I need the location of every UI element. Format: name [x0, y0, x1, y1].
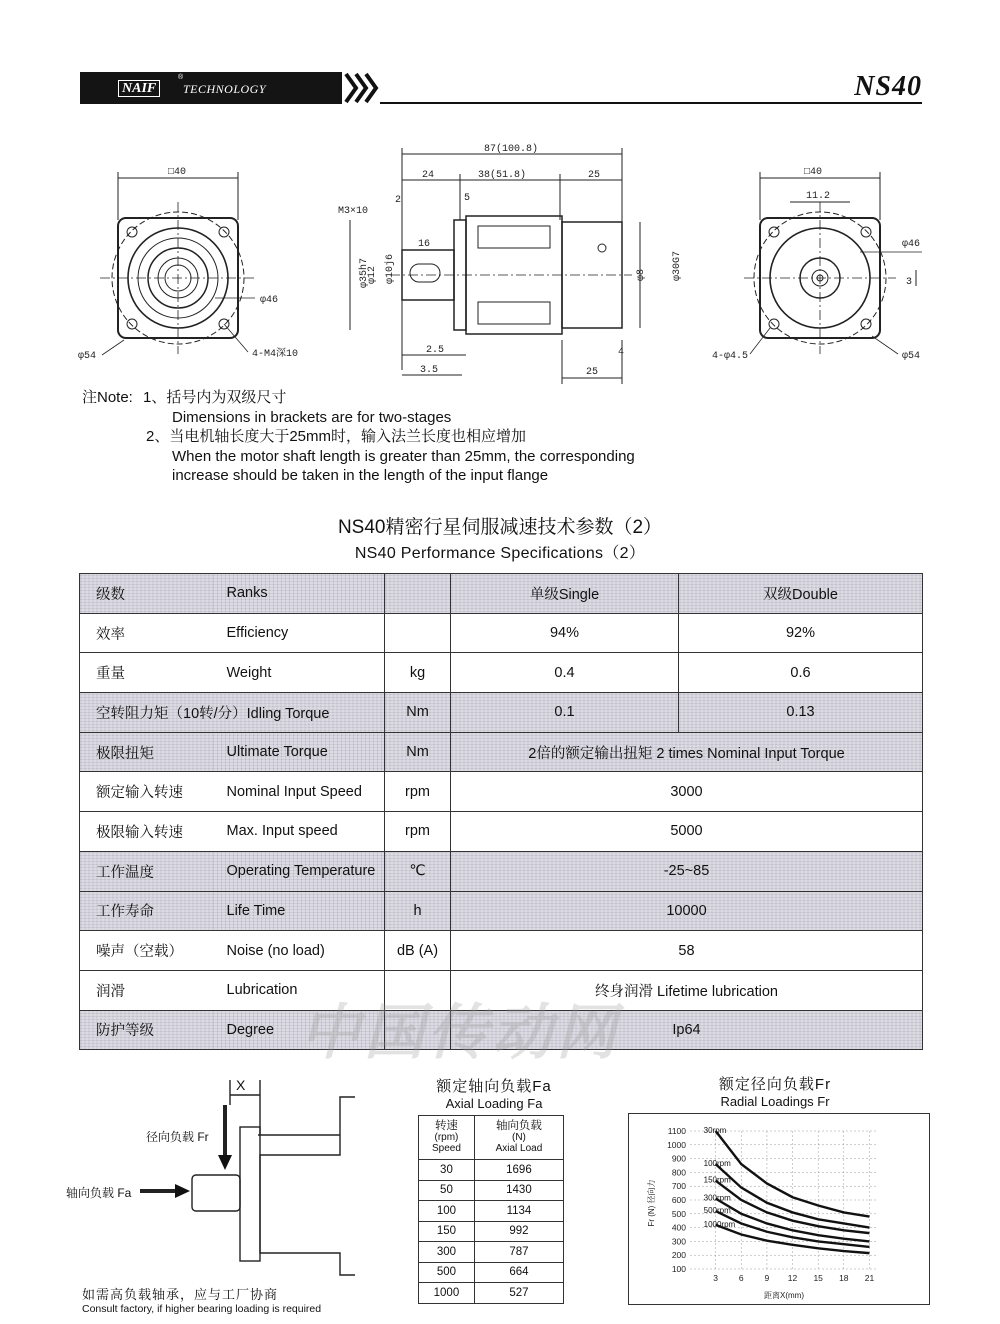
x-tick-label: 9: [764, 1273, 770, 1283]
table-row-weight: [80, 653, 923, 693]
radial-load-label: 径向负载 Fr: [146, 1130, 209, 1144]
row-value: 2倍的额定输出扭矩 2 times Nominal Input Torque: [451, 732, 923, 772]
series-label: 500rpm: [703, 1206, 731, 1216]
load-cell: 1430: [474, 1180, 563, 1201]
load-header: [474, 1116, 563, 1160]
load-cell: 527: [474, 1283, 563, 1304]
axial-load-label: 轴向负载 Fa: [66, 1186, 132, 1200]
row-value: 5000: [451, 812, 923, 852]
row-label-cn: 防护等级: [80, 1010, 213, 1050]
row-value: 58: [451, 931, 923, 971]
single-value: 0.1: [451, 693, 679, 733]
side-view-drawing: [338, 143, 683, 384]
row-label-en: Efficiency: [213, 613, 385, 653]
series-label: 300rpm: [703, 1193, 731, 1203]
table-row: [419, 1262, 564, 1283]
row-unit: [385, 574, 451, 614]
side-total-label: 87(100.8): [484, 144, 539, 155]
model-title: NS40: [854, 71, 922, 102]
table-row-efficiency: [80, 613, 923, 653]
axial-load-table: [418, 1115, 564, 1304]
axial-title-cn: 额定轴向负载Fa: [436, 1078, 552, 1095]
chart-x-label: 距离X(mm): [764, 1291, 804, 1300]
double-value: 双级Double: [679, 574, 923, 614]
brand-bar: [80, 72, 342, 104]
radial-title-cn: 额定径向负载Fr: [718, 1076, 832, 1093]
single-value: 单级Single: [451, 574, 679, 614]
single-value: 0.4: [451, 653, 679, 693]
x-tick-label: 21: [864, 1273, 875, 1283]
row-label-en: Nominal Input Speed: [213, 772, 385, 812]
row-value: Ip64: [451, 1010, 923, 1050]
speed-header: [419, 1116, 475, 1160]
series-label: 100rpm: [703, 1159, 731, 1169]
rear-3-label: 3: [906, 277, 913, 288]
load-cell: 664: [474, 1262, 563, 1283]
brand-tagline: TECHNOLOGY: [183, 82, 267, 96]
table-row-ranks: [80, 574, 923, 614]
double-value: 0.6: [679, 653, 923, 693]
header-rule: [380, 102, 922, 104]
row-label-cn: 工作温度: [80, 851, 213, 891]
table-row: [419, 1160, 564, 1181]
row-unit: [385, 613, 451, 653]
figure-note-cn: 如需高负载轴承，应与工厂协商: [82, 1287, 279, 1302]
row-value: -25~85: [451, 851, 923, 891]
technical-drawings: [60, 140, 940, 385]
table-row: [419, 1201, 564, 1222]
y-tick-label: 700: [671, 1181, 686, 1192]
row-label-cn: 重量: [80, 653, 213, 693]
dim-x-label: X: [236, 1077, 246, 1093]
row-label-en: Weight: [213, 653, 385, 693]
rear-54-label: φ54: [902, 351, 921, 362]
x-tick-label: 6: [738, 1273, 744, 1283]
row-label-cn: 工作寿命: [80, 891, 213, 931]
speed-cell: 150: [419, 1221, 475, 1242]
side-3-5-label: 3.5: [420, 365, 439, 376]
side-8-label: φ8: [636, 268, 647, 281]
front-bolt-circle-label: φ46: [260, 295, 279, 306]
row-unit: Nm: [385, 732, 451, 772]
side-10-label: φ10j6: [385, 253, 396, 284]
side-35h7-label: φ35h7: [359, 257, 370, 288]
side-25-label: 25: [586, 367, 599, 378]
table-row-max-speed: [80, 812, 923, 852]
side-seg3-label: 25: [588, 170, 601, 181]
rear-11-2-label: 11.2: [806, 191, 831, 202]
side-5-label: 5: [464, 193, 471, 204]
front-holes-label: 4-M4深10: [252, 349, 299, 360]
y-tick-label: 100: [671, 1264, 686, 1274]
table-row: [419, 1242, 564, 1263]
brand-logo: NAIF: [118, 80, 160, 97]
row-label-en: Noise (no load): [213, 931, 385, 971]
axial-header-row: [419, 1116, 564, 1160]
row-label-cn: 极限扭矩: [80, 732, 213, 772]
speed-header-cn: 转速: [434, 1120, 458, 1132]
chevron-arrows-icon: [342, 72, 382, 104]
speed-header-unit: (rpm): [434, 1132, 459, 1143]
row-value: 3000: [451, 772, 923, 812]
figure-note: [82, 1284, 321, 1315]
page-header: [80, 72, 922, 106]
spec-title-en: NS40 Performance Specifications（2）: [354, 545, 646, 562]
front-width-label: □40: [168, 167, 187, 178]
row-label-en: Operating Temperature: [213, 851, 385, 891]
series-label: 1000rpm: [703, 1219, 736, 1229]
note-1: [82, 388, 635, 408]
load-cell: 992: [474, 1221, 563, 1242]
side-seg1-label: 24: [422, 170, 435, 181]
load-header-cn: 轴向负载: [495, 1120, 542, 1132]
side-m3-label: M3×10: [338, 206, 369, 217]
table-row-ultimate-torque: [80, 732, 923, 772]
rear-width-label: □40: [804, 167, 823, 178]
side-2-5-label: 2.5: [426, 345, 445, 356]
spec-table: [79, 573, 923, 1050]
radial-load-chart: [628, 1113, 930, 1305]
note-1-cn: 1、括号内为双级尺寸: [143, 389, 287, 406]
front-view-drawing: [78, 167, 298, 362]
row-label-cn: 极限输入转速: [80, 812, 213, 852]
rear-holes-label: 4-φ4.5: [712, 351, 749, 362]
watermark: 中国传动网: [300, 999, 620, 1066]
axial-title: [404, 1075, 584, 1111]
load-cell: 1696: [474, 1160, 563, 1181]
note-2-en-line2: increase should be taken in the length of the input flange: [172, 467, 549, 484]
row-label-en: Life Time: [213, 891, 385, 931]
table-row-idling-torque: [80, 693, 923, 733]
table-row: [419, 1221, 564, 1242]
chart-series: [704, 1126, 870, 1253]
figure-note-en: Consult factory, if higher bearing loading is required: [82, 1303, 322, 1315]
double-value: 0.13: [679, 693, 923, 733]
spec-title-cn: NS40精密行星伺服减速技术参数（2）: [337, 517, 663, 538]
row-value: 终身润滑 Lifetime lubrication: [451, 970, 923, 1010]
radial-title-en: Radial Loadings Fr: [720, 1094, 830, 1109]
note-1-en: Dimensions in brackets are for two-stages: [172, 408, 452, 426]
front-outer-label: φ54: [78, 351, 97, 362]
radial-title: [690, 1073, 860, 1109]
speed-cell: 500: [419, 1262, 475, 1283]
row-label-en: Max. Input speed: [213, 812, 385, 852]
x-tick-label: 15: [813, 1273, 823, 1283]
y-tick-label: 300: [671, 1236, 686, 1247]
speed-header-en: Speed: [431, 1143, 461, 1154]
x-tick-label: 18: [839, 1273, 849, 1283]
row-label-en: Degree: [213, 1010, 385, 1050]
note-2-cn: 2、当电机轴长度大于25mm时，输入法兰长度也相应增加: [146, 428, 527, 445]
row-label: 空转阻力矩（10转/分）Idling Torque: [80, 693, 385, 733]
side-4-label: 4: [618, 347, 625, 358]
single-value: 94%: [451, 613, 679, 653]
speed-cell: 30: [419, 1160, 475, 1181]
side-30g7-label: φ30G7: [672, 250, 683, 281]
row-unit: dB (A): [385, 931, 451, 971]
table-row-noise: [80, 931, 923, 971]
series-label: 150rpm: [703, 1175, 731, 1185]
series-label: 30rpm: [703, 1126, 727, 1135]
y-tick-label: 400: [671, 1222, 686, 1233]
row-label-en: Ranks: [213, 574, 385, 614]
side-seg2-label: 38(51.8): [478, 170, 527, 181]
row-label-cn: 额定输入转速: [80, 772, 213, 812]
row-label-cn: 噪声（空载）: [80, 931, 213, 971]
load-header-unit: (N): [512, 1132, 526, 1143]
x-tick-label: 3: [713, 1273, 719, 1283]
rear-view-drawing: [712, 167, 922, 362]
y-tick-label: 200: [671, 1250, 686, 1261]
side-2-label: 2: [395, 195, 402, 206]
y-tick-label: 600: [671, 1195, 686, 1205]
notes-block: [82, 388, 635, 486]
y-tick-label: 1000: [667, 1139, 686, 1150]
load-cell: 787: [474, 1242, 563, 1263]
y-tick-label: 900: [671, 1153, 686, 1164]
speed-cell: 50: [419, 1180, 475, 1201]
speed-cell: 100: [419, 1201, 475, 1222]
table-row-temperature: [80, 851, 923, 891]
y-tick-label: 800: [671, 1167, 686, 1178]
row-unit: kg: [385, 653, 451, 693]
load-cell: 1134: [474, 1201, 563, 1222]
row-label-en: Lubrication: [213, 970, 385, 1010]
double-value: 92%: [679, 613, 923, 653]
row-label-cn: 级数: [80, 574, 213, 614]
y-tick-label: 1100: [667, 1126, 686, 1136]
side-12-label: φ12: [367, 265, 378, 284]
row-value: 10000: [451, 891, 923, 931]
note-2-en-line1: When the motor shaft length is greater than 25mm, the corresponding: [172, 447, 635, 465]
speed-cell: 1000: [419, 1283, 475, 1304]
registered-mark: ®: [178, 74, 184, 81]
side-16-label: 16: [418, 239, 431, 250]
y-tick-label: 500: [671, 1208, 686, 1219]
table-row: [419, 1283, 564, 1304]
axial-title-en: Axial Loading Fa: [445, 1096, 543, 1111]
x-tick-label: 12: [787, 1273, 798, 1283]
row-unit: Nm: [385, 693, 451, 733]
load-header-en: Axial Load: [495, 1143, 543, 1154]
note-prefix: 注Note:: [82, 389, 133, 406]
load-direction-figure: [80, 1075, 370, 1280]
rear-46-label: φ46: [902, 239, 921, 250]
row-unit: rpm: [385, 772, 451, 812]
table-row: [419, 1180, 564, 1201]
row-unit: h: [385, 891, 451, 931]
table-row-life-time: [80, 891, 923, 931]
speed-cell: 300: [419, 1242, 475, 1263]
row-label-cn: 效率: [80, 613, 213, 653]
row-label-en: Ultimate Torque: [213, 732, 385, 772]
chart-y-label: Fr (N) 径向力: [647, 1179, 656, 1227]
row-label-cn: 润滑: [80, 970, 213, 1010]
row-unit: ℃: [385, 851, 451, 891]
row-unit: rpm: [385, 812, 451, 852]
table-row-nominal-speed: [80, 772, 923, 812]
